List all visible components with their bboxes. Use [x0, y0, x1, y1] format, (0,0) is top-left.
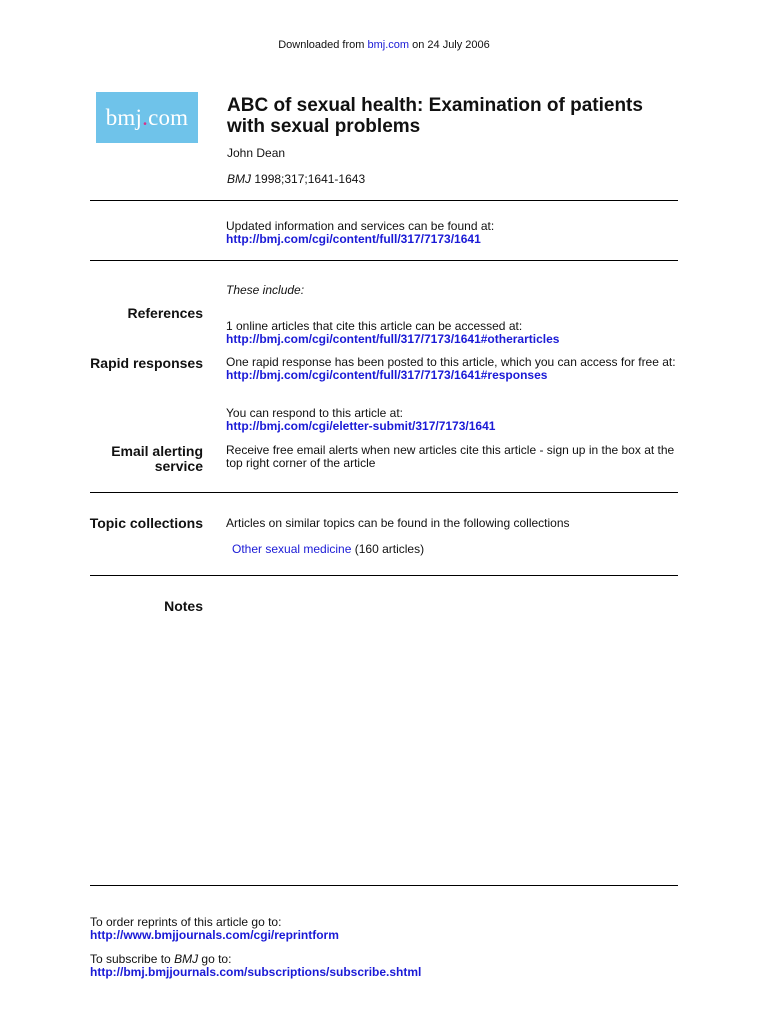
rapid-responses-text: One rapid response has been posted to this article, which you can access for free at:	[226, 355, 676, 369]
subscribe-suffix: go to:	[201, 952, 232, 966]
subscribe-section	[90, 953, 545, 979]
citation-details: 1998;317;1641-1643	[254, 172, 366, 186]
divider	[90, 575, 678, 576]
article-citation	[227, 172, 365, 186]
article-author: John Dean	[227, 146, 286, 160]
these-include-text: These include:	[226, 283, 305, 297]
logo-dot: .	[142, 104, 149, 130]
divider	[90, 260, 678, 261]
references-section	[226, 320, 681, 346]
download-site-link[interactable]: bmj.com	[367, 39, 410, 51]
topic-collection-item	[232, 543, 687, 556]
topic-collection-count: (160 articles)	[354, 542, 425, 556]
updated-url-link[interactable]: http://bmj.com/cgi/content/full/317/7173/1641	[226, 232, 481, 246]
download-prefix: Downloaded from	[278, 39, 365, 51]
email-alerting-label-line2: service	[154, 458, 203, 474]
subscribe-url-link[interactable]: http://bmj.bmjjournals.com/subscriptions/subscribe.shtml	[90, 965, 422, 979]
references-label: References	[127, 305, 203, 321]
topic-collection-link[interactable]: Other sexual medicine	[232, 542, 352, 556]
article-title: ABC of sexual health: Examination of patients with sexual problems	[227, 95, 643, 137]
rapid-responses-url-link[interactable]: http://bmj.com/cgi/content/full/317/7173/1641#responses	[226, 368, 548, 382]
reprints-text: To order reprints of this article go to:	[90, 915, 282, 929]
logo-text-a: bmj	[105, 104, 143, 130]
respond-url-link[interactable]: http://bmj.com/cgi/eletter-submit/317/7173/1641	[226, 419, 496, 433]
reprints-section	[90, 916, 545, 942]
rapid-responses-label: Rapid responses	[90, 355, 203, 371]
reprints-url-link[interactable]: http://www.bmjjournals.com/cgi/reprintform	[90, 928, 339, 942]
topic-collections-label: Topic collections	[89, 515, 203, 531]
notes-label: Notes	[164, 598, 203, 614]
updated-info	[226, 220, 681, 246]
topic-collections-text: Articles on similar topics can be found in the following collections	[226, 516, 570, 530]
divider	[90, 492, 678, 493]
divider	[90, 885, 678, 886]
references-text: 1 online articles that cite this article can be accessed at:	[226, 319, 523, 333]
download-notice	[0, 39, 768, 51]
references-url-link[interactable]: http://bmj.com/cgi/content/full/317/7173/1641#otherarticles	[226, 332, 560, 346]
bmj-logo[interactable]	[96, 92, 198, 143]
download-date: on 24 July 2006	[412, 39, 490, 51]
journal-name: BMJ	[227, 172, 251, 186]
subscribe-journal: BMJ	[174, 952, 199, 966]
rapid-responses-section	[226, 356, 681, 382]
divider	[90, 200, 678, 201]
respond-text: You can respond to this article at:	[226, 406, 403, 420]
email-alerting-label-line1: Email alerting	[111, 443, 203, 459]
updated-text: Updated information and services can be found at:	[226, 219, 495, 233]
email-alerting-text: Receive free email alerts when new articles cite this article - sign up in the box at the top right corner of the article	[226, 443, 675, 470]
respond-section	[226, 407, 681, 433]
email-alerting-label	[111, 444, 203, 474]
logo-text-b: com	[148, 104, 189, 130]
subscribe-prefix: To subscribe to	[90, 952, 171, 966]
